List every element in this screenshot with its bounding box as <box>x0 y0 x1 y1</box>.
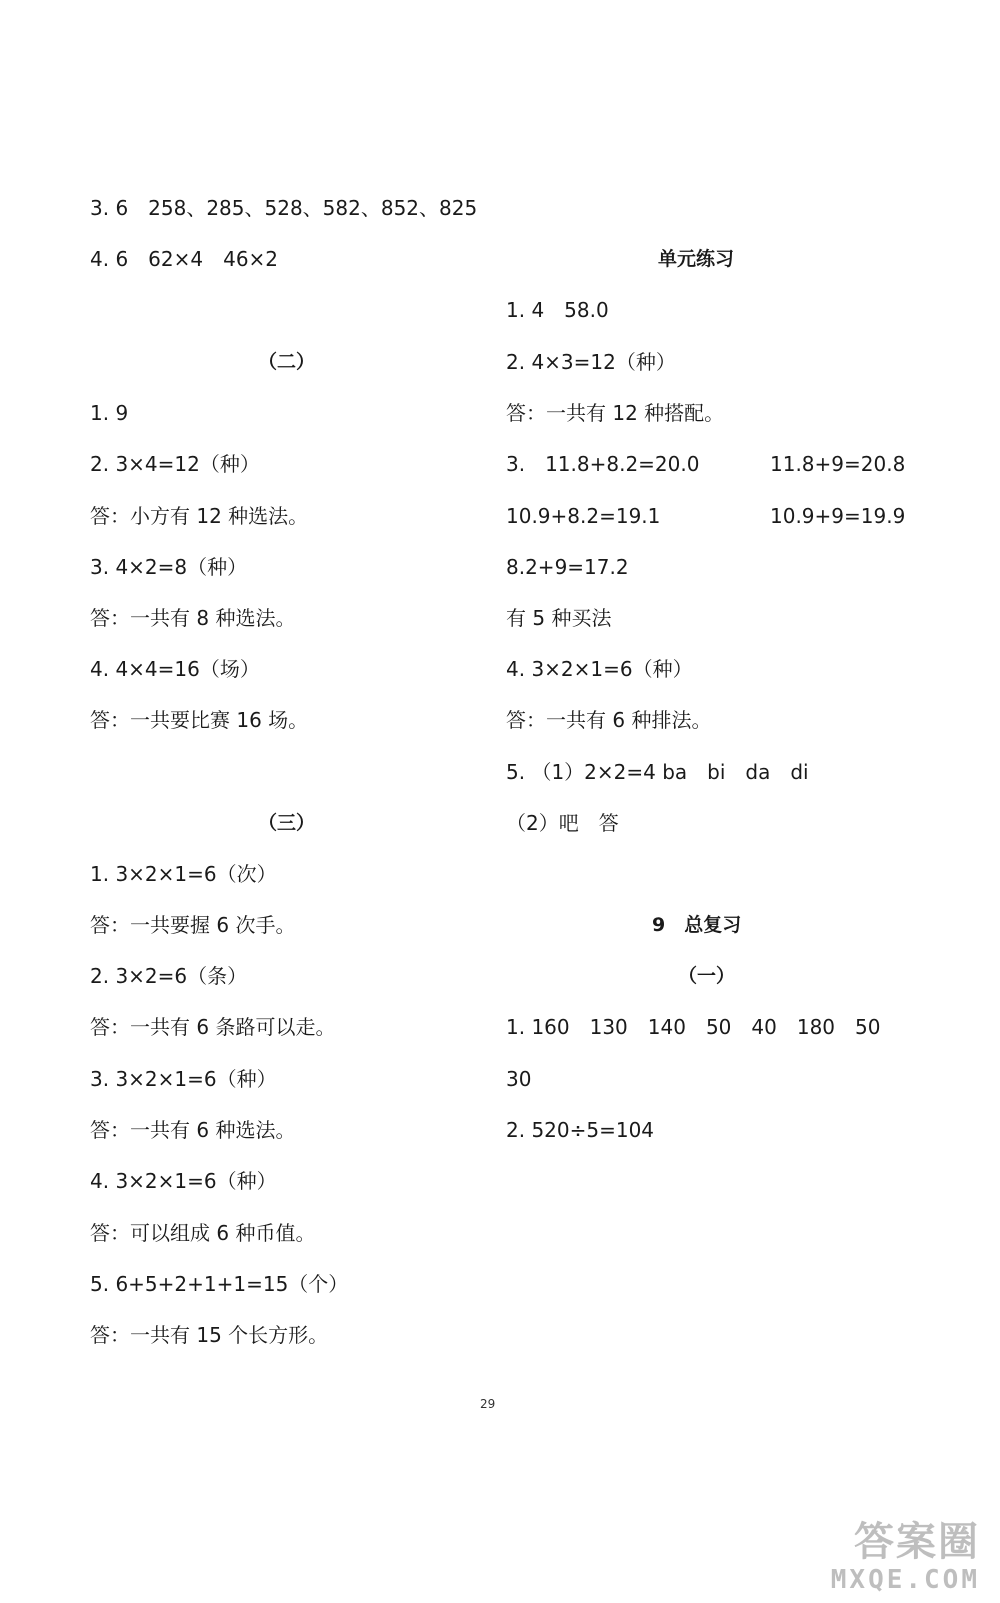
answer-line: 答：一共有 15 个长方形。 <box>90 1323 329 1347</box>
answer-line: 3. 4×2=8（种） <box>90 555 248 579</box>
answer-line: 答：一共要比赛 16 场。 <box>90 708 309 732</box>
section-heading-2: （二） <box>258 351 316 373</box>
answer-line: 1. 3×2×1=6（次） <box>90 862 277 886</box>
answer-line: 答：一共要握 6 次手。 <box>90 913 296 937</box>
answer-line: 4. 6 62×4 46×2 <box>90 247 279 271</box>
answer-line: 2. 4×3=12（种） <box>506 350 676 374</box>
answer-line: 答：小方有 12 种选法。 <box>90 504 309 528</box>
answer-line: 答：一共有 6 种选法。 <box>90 1118 296 1142</box>
answer-line: 2. 3×2=6（条） <box>90 964 248 988</box>
answer-line: 答：一共有 6 条路可以走。 <box>90 1015 336 1039</box>
answer-line: 5. 6+5+2+1+1=15（个） <box>90 1272 349 1296</box>
answer-line: 有 5 种买法 <box>506 606 612 630</box>
watermark-main-text: 答案圈 <box>854 1519 980 1565</box>
answer-line: 4. 3×2×1=6（种） <box>90 1169 277 1193</box>
section-subheading-review-1: （一） <box>678 965 736 987</box>
answer-line: 2. 3×4=12（种） <box>90 452 260 476</box>
section-heading-review: 9 总复习 <box>652 914 742 936</box>
page-number: 29 <box>480 1397 496 1411</box>
answer-line: 4. 3×2×1=6（种） <box>506 657 693 681</box>
answer-line: 11.8+9=20.8 <box>770 452 906 476</box>
answer-line: 答：可以组成 6 种币值。 <box>90 1221 316 1245</box>
watermark-logo <box>831 1519 980 1595</box>
answer-line: 2. 520÷5=104 <box>506 1118 655 1142</box>
answer-line: 答：一共有 8 种选法。 <box>90 606 296 630</box>
answer-line: 5. （1）2×2=4 ba bi da di <box>506 760 809 784</box>
answer-line: 30 <box>506 1067 532 1091</box>
section-heading-3: （三） <box>258 812 316 834</box>
answer-line: 答：一共有 6 种排法。 <box>506 708 712 732</box>
watermark-sub-text: MXQE.COM <box>830 1565 980 1595</box>
answer-line: 4. 4×4=16（场） <box>90 657 260 681</box>
answer-line: 3. 3×2×1=6（种） <box>90 1067 277 1091</box>
answer-line: （2）吧 答 <box>506 811 619 835</box>
answer-line: 10.9+8.2=19.1 <box>506 504 661 528</box>
answer-line: 1. 9 <box>90 401 129 425</box>
answer-line: 3. 11.8+8.2=20.0 <box>506 452 700 476</box>
answer-line: 答：一共有 12 种搭配。 <box>506 401 725 425</box>
answer-line: 3. 6 258、285、528、582、852、825 <box>90 196 478 220</box>
answer-line: 1. 4 58.0 <box>506 298 609 322</box>
answer-line: 1. 160 130 140 50 40 180 50 <box>506 1015 881 1039</box>
section-heading-unit-practice: 单元练习 <box>658 248 735 270</box>
answer-line: 10.9+9=19.9 <box>770 504 906 528</box>
answer-line: 8.2+9=17.2 <box>506 555 629 579</box>
